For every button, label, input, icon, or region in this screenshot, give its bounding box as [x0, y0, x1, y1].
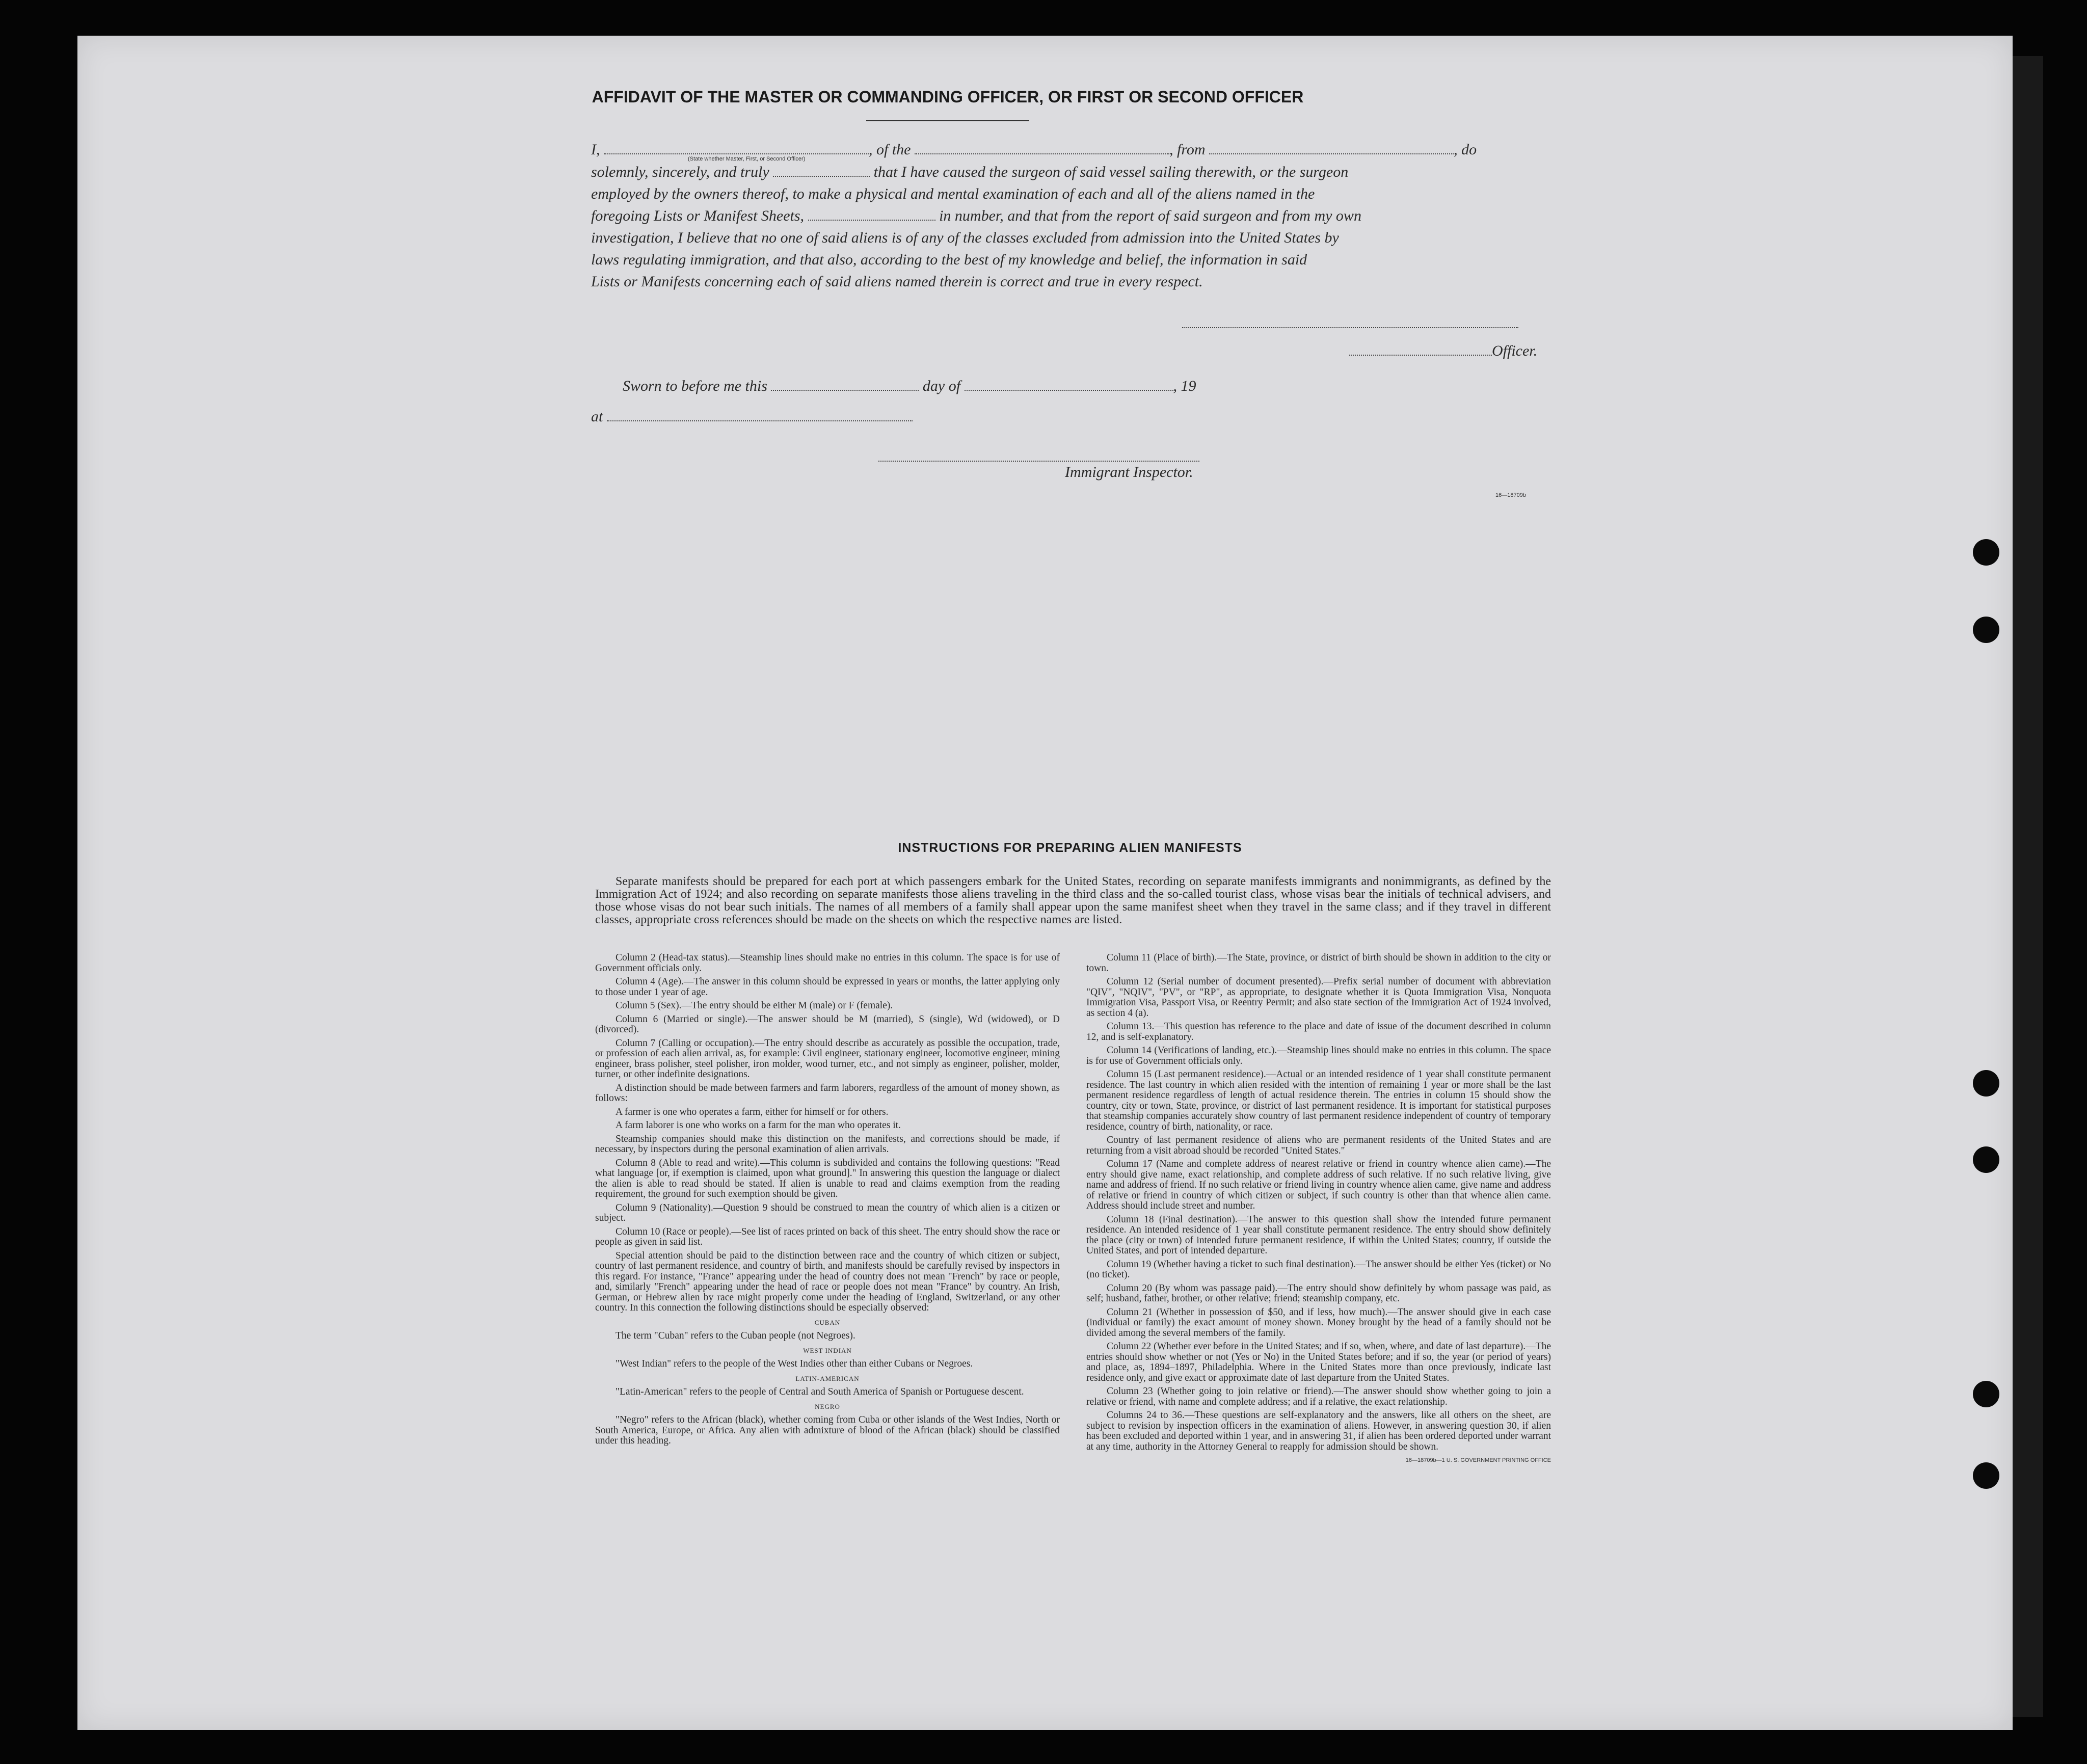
- sworn-line: [623, 375, 1196, 397]
- port-field: [1209, 150, 1454, 154]
- day-of-text: day of: [922, 378, 961, 394]
- affidavit-line-6: laws regulating immigration, and that also, according to the best of my knowledge and belief, the information in said: [591, 251, 1307, 268]
- oath-field: [773, 173, 870, 177]
- affidavit-line-4b: in number, and that from the report of said surgeon and from my own: [939, 207, 1361, 224]
- year-text: , 19: [1173, 378, 1196, 394]
- instruction-paragraph: Column 19 (Whether having a ticket to such final destination).—The answer should be either Yes (ticket) or No (no ticket).: [1086, 1259, 1551, 1280]
- instruction-paragraph: Column 9 (Nationality).—Question 9 should be construed to mean the country of which alien is a citizen or subject.: [595, 1202, 1060, 1223]
- instruction-paragraph: Column 7 (Calling or occupation).—The entry should describe as accurately as possible the occupation, trade, or profession of each alien arrival, as, for example: Civil engineer, stationary engineer, locomotive engineer, mining engineer, brass polisher, steel polisher, iron molder, wood turner, etc., and not simply as engineer, polisher, molder, turner, or other indefinite designations.: [595, 1037, 1060, 1080]
- instruction-paragraph: Column 14 (Verifications of landing, etc.).—Steamship lines should make no entries in this column. The space is for use of Government officials only.: [1086, 1045, 1551, 1066]
- cuban-definition: The term "Cuban" refers to the Cuban people (not Negroes).: [616, 1330, 855, 1341]
- affidavit-line-2: [591, 161, 1549, 183]
- officer-rank-note: (State whether Master, First, or Second Officer): [688, 156, 806, 162]
- instruction-paragraph: Special attention should be paid to the distinction between race and the country of which citizen or subject, country of last permanent residence, and country of birth, and manifests should be carefully revised by inspectors in this regard. For instance, "France" appearing under the head of country does not mean "French" by race or people, and, similarly "French" appearing under the head of race or people does not mean "France" by country. An Irish, German, or Hebrew alien by race might properly come under the heading of England, Switzerland, or any other country. In this connection the following distinctions should be especially observed:: [595, 1250, 1060, 1313]
- instruction-paragraph: Column 17 (Name and complete address of nearest relative or friend in country whence alien came).—The entry should give name, exact relationship, and complete address of such relative. If no such relative living, give name and address of friend. If no such relative or friend living in country whence alien came, give name and address of relative or friend in country of which citizen or subject, if such country is other than that whence alien came. Address should include street and number.: [1086, 1159, 1551, 1211]
- sworn-day-field: [771, 387, 919, 391]
- officer-signature: [1349, 342, 1537, 360]
- affidavit-line-5: investigation, I believe that no one of said aliens is of any of the classes excluded from admission into the United States by: [591, 229, 1339, 246]
- at-line: [591, 406, 913, 427]
- instruction-paragraph: Columns 24 to 36.—These questions are self-explanatory and the answers, like all others on the sheet, are subject to revision by inspection officers in the examination of aliens. However, in answering question 30, if alien has been excluded and deported within 1 year, and in answering 31, if alien has been ordered deported under warrant at any time, authority in the Attorney General to reapply for admission should be shown.: [1086, 1410, 1551, 1452]
- instruction-paragraph: Column 22 (Whether ever before in the United States; and if so, when, where, and date of last departure).—The entries should show whether or not (Yes or No) in the United States before; and if so, the year (or period of years) and place, as, 1894–1897, Philadelphia. Where in the United States more than once previously, indicate last residence only, and give exact or approximate date of last departure from the United States.: [1086, 1341, 1551, 1383]
- instruction-paragraph: Column 5 (Sex).—The entry should be either M (male) or F (female).: [616, 1000, 893, 1011]
- sheet-count-field: [808, 217, 935, 221]
- affidavit-line-3: employed by the owners thereof, to make a physical and mental examination of each and all of the aliens named in the: [591, 185, 1315, 202]
- instructions-title: INSTRUCTIONS FOR PREPARING ALIEN MANIFESTS: [898, 841, 1242, 855]
- instruction-paragraph: Column 2 (Head-tax status).—Steamship lines should make no entries in this column. The space is for use of Government officials only.: [595, 952, 1060, 974]
- instruction-paragraph: Column 12 (Serial number of document presented).—Prefix serial number of document with abbreviation "QIV", "NQIV", "PV", or "RP", as appropriate, to designate whether it is Quota Immigration Visa, Nonquota Immigration Visa, Passport Visa, or Reentry Permit; and also state section of the Immigration Act of 1924 involved, as section 4 (a).: [1086, 976, 1551, 1019]
- affidavit-from: , from: [1169, 141, 1206, 158]
- instruction-paragraph: Column 13.—This question has reference to the place and date of issue of the document described in column 12, and is self-explanatory.: [1086, 1021, 1551, 1043]
- signature-line: [1182, 327, 1518, 328]
- officer-rank-field: [604, 150, 869, 154]
- instructions-right-column: [1086, 953, 1551, 1466]
- at-text: at: [591, 408, 603, 425]
- negro-definition: "Negro" refers to the African (black), whether coming from Cuba or other islands of the West Indies, North or South America, Europe, or Africa. Any alien with admixture of blood of the African (black) should be classified under this heading.: [595, 1414, 1060, 1446]
- instruction-paragraph: Column 21 (Whether in possession of $50, and if less, how much).—The answer should give in each case (individual or family) the exact amount of money shown. Money brought by the head of a family should not be divided among the several members of the family.: [1086, 1306, 1551, 1339]
- punch-hole: [1973, 617, 1999, 643]
- instruction-paragraph: Column 4 (Age).—The answer in this column should be expressed in years or months, the latter applying only to those under 1 year of age.: [595, 976, 1060, 998]
- title-rule: [866, 120, 1029, 121]
- instruction-paragraph: A farm laborer is one who works on a farm for the man who operates it.: [616, 1120, 901, 1131]
- sworn-month-field: [965, 387, 1173, 391]
- west-indian-definition: "West Indian" refers to the people of the West Indies other than either Cubans or Negroes.: [616, 1358, 973, 1369]
- inspector-signature-line: [878, 461, 1199, 462]
- instruction-paragraph: Column 15 (Last permanent residence).—Actual or an intended residence of 1 year shall constitute permanent residence. The last country in which alien resided with the intention of remaining 1 year or more shall be the last permanent residence regardless of length of actual residence therein. The entries in column 15 should show the country, city or town, State, province, or district of last permanent residence. It is important for statistical purposes that steamship companies accurately show country of last permanent residence independent of country of temporary residence, country of birth, nationality, or race.: [1086, 1069, 1551, 1132]
- instruction-paragraph: Column 23 (Whether going to join relative or friend).—The answer should show whether going to join a relative or friend, with name and complete address; and if a relative, the exact relationship.: [1086, 1386, 1551, 1407]
- negro-heading: NEGRO: [815, 1402, 840, 1410]
- vessel-name-field: [915, 150, 1169, 154]
- latin-american-heading: LATIN-AMERICAN: [795, 1374, 860, 1382]
- west-indian-heading: WEST INDIAN: [803, 1346, 852, 1354]
- affidavit-of-the: , of the: [869, 141, 911, 158]
- instruction-paragraph: Steamship companies should make this distinction on the manifests, and corrections should be made, if necessary, by inspectors during the personal examination of alien arrivals.: [595, 1133, 1060, 1155]
- affidavit-line-4: [591, 205, 1549, 227]
- affidavit-line-2b: that I have caused the surgeon of said vessel sailing therewith, or the surgeon: [873, 164, 1349, 180]
- cuban-heading: CUBAN: [814, 1318, 841, 1326]
- punch-hole: [1973, 1146, 1999, 1173]
- affidavit-title: AFFIDAVIT OF THE MASTER OR COMMANDING OFFICER, OR FIRST OR SECOND OFFICER: [592, 88, 1304, 106]
- page-edge: [2013, 56, 2043, 1717]
- latin-american-definition: "Latin-American" refers to the people of Central and South America of Spanish or Portuguese descent.: [616, 1386, 1024, 1397]
- punch-hole: [1973, 1381, 1999, 1407]
- printing-office-footer: 16—18709b—1 U. S. GOVERNMENT PRINTING OFFICE: [1405, 1457, 1551, 1463]
- instruction-paragraph: A distinction should be made between farmers and farm laborers, regardless of the amount of money shown, as follows:: [595, 1082, 1060, 1104]
- instruction-paragraph: A farmer is one who operates a farm, either for himself or for others.: [616, 1106, 889, 1117]
- affidavit-line-2a: solemnly, sincerely, and truly: [591, 164, 769, 180]
- punch-hole: [1973, 539, 1999, 566]
- instruction-paragraph: Column 20 (By whom was passage paid).—The entry should show definitely by whom passage was paid, as self; husband, father, brother, or other relative; friend; steamship company, etc.: [1086, 1282, 1551, 1304]
- form-number: 16—18709b: [1495, 492, 1526, 498]
- inspector-label: Immigrant Inspector.: [1065, 464, 1193, 480]
- instruction-paragraph: Column 18 (Final destination).—The answer to this question shall show the intended future permanent residence. An intended residence of 1 year shall constitute permanent residence. The entry should show definitely the place (city or town) of intended future permanent residence, if within the United States; country, if outside the United States, and port of intended departure.: [1086, 1214, 1551, 1256]
- instruction-paragraph: Column 11 (Place of birth).—The State, province, or district of birth should be shown in addition to the city or town.: [1086, 952, 1551, 974]
- sworn-text: Sworn to before me this: [623, 378, 767, 394]
- instruction-paragraph: Column 10 (Race or people).—See list of races printed on back of this sheet. The entry should show the race or people as given in said list.: [595, 1226, 1060, 1247]
- instruction-paragraph: Column 8 (Able to read and write).—This column is subdivided and contains the following questions: "Read what language [or, if exemption is claimed, upon what ground]." In answering this question the language or dialect the alien is able to read should be stated. If alien is unable to read and claims exemption from the reading requirement, the ground for such exemption should be given.: [595, 1157, 1060, 1199]
- affidavit-line-7: Lists or Manifests concerning each of said aliens named therein is correct and true in every respect.: [591, 273, 1203, 290]
- affidavit-line-4a: foregoing Lists or Manifest Sheets,: [591, 207, 805, 224]
- affidavit-do: , do: [1454, 141, 1477, 158]
- officer-rank-fill: [1349, 352, 1492, 356]
- instruction-paragraph: Column 6 (Married or single).—The answer should be M (married), S (single), Wd (widowed), or D (divorced).: [595, 1013, 1060, 1035]
- instructions-left-column: [595, 953, 1060, 1450]
- at-place-field: [607, 417, 913, 421]
- punch-hole: [1973, 1462, 1999, 1489]
- instruction-paragraph: Country of last permanent residence of aliens who are permanent residents of the United States and are returning from a visit abroad should be recorded "United States.": [1086, 1135, 1551, 1156]
- officer-label: Officer.: [1492, 342, 1538, 359]
- punch-hole: [1973, 1070, 1999, 1097]
- instructions-intro: Separate manifests should be prepared for each port at which passengers embark for the United States, recording on separate manifests immigrants and nonimmigrants, as defined by the Immigration Act of 1924; and also recording on separate manifests those aliens traveling in the third class and the so-called tourist class, whose visas bear the initials of technical advisers, and those whose visas do not bear such initials. The names of all members of a family shall appear upon the same manifest sheet when they travel in the same class; and if they travel in different classes, appropriate cross references should be made on the sheets on which the respective names are listed.: [595, 875, 1551, 926]
- affidavit-i: I,: [591, 141, 600, 158]
